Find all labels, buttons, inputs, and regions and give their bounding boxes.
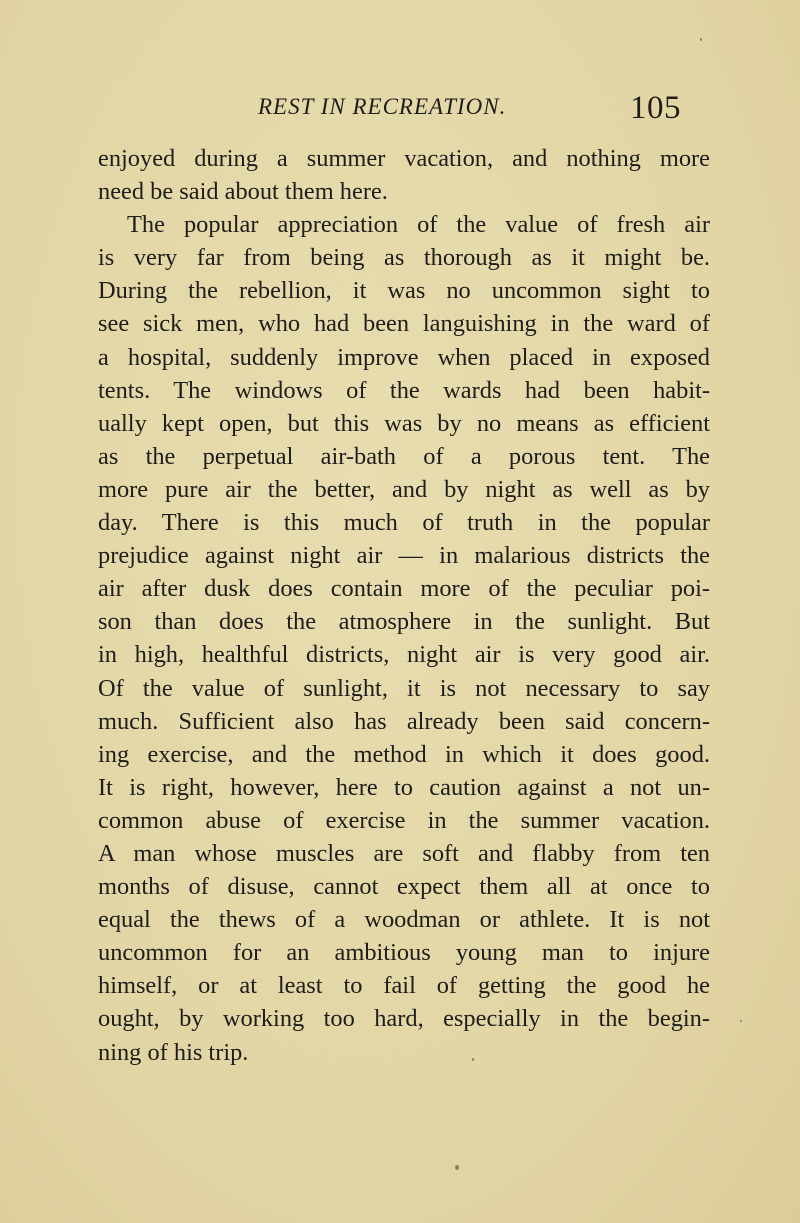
- paper-speck: [455, 1165, 459, 1170]
- text-line: equal the thews of a woodman or athlete. It is not: [98, 906, 710, 934]
- text-line: son than does the atmosphere in the sunlight. But: [98, 608, 710, 636]
- running-title: REST IN RECREATION.: [258, 94, 507, 119]
- page-number: 105: [630, 90, 681, 126]
- text-line: air after dusk does contain more of the peculiar poi-: [98, 575, 710, 603]
- text-line: common abuse of exercise in the summer vacation.: [98, 806, 710, 834]
- paragraph-last-line: ning of his trip.: [98, 1038, 249, 1066]
- text-line: is very far from being as thorough as it might be.: [98, 244, 710, 272]
- text-line: in high, healthful districts, night air is very good air.: [98, 641, 710, 669]
- text-line: Of the value of sunlight, it is not necessary to say: [98, 674, 710, 702]
- text-line: During the rebellion, it was no uncommon sight to: [98, 277, 710, 305]
- text-line: a hospital, suddenly improve when placed in exposed: [98, 343, 710, 371]
- text-line: uncommon for an ambitious young man to injure: [98, 939, 710, 967]
- text-line: enjoyed during a summer vacation, and nothing more: [98, 145, 710, 172]
- paragraph-first-line: The popular appreciation of the value of fresh air: [127, 211, 710, 239]
- text-line: ually kept open, but this was by no means as efficient: [98, 409, 710, 437]
- text-line: day. There is this much of truth in the popular: [98, 509, 710, 537]
- running-head: [0, 88, 800, 128]
- text-line: more pure air the better, and by night as well as by: [98, 475, 710, 503]
- text-line: months of disuse, cannot expect them all at once to: [98, 873, 710, 901]
- text-line: It is right, however, here to caution against a not un-: [98, 773, 710, 801]
- text-line: tents. The windows of the wards had been habit-: [98, 376, 710, 404]
- body-text: [98, 142, 710, 1069]
- text-line: much. Sufficient also has already been said concern-: [98, 707, 710, 735]
- paper-speck: [740, 1020, 742, 1022]
- text-line: as the perpetual air-bath of a porous tent. The: [98, 442, 710, 470]
- text-line: see sick men, who had been languishing in the ward of: [98, 310, 710, 338]
- text-line: A man whose muscles are soft and flabby from ten: [98, 839, 710, 867]
- text-line: ought, by working too hard, especially in the begin-: [98, 1005, 710, 1033]
- paper-speck: [700, 38, 702, 41]
- text-line: himself, or at least to fail of getting the good he: [98, 972, 710, 1000]
- text-line: need be said about them here.: [98, 178, 388, 206]
- text-line: prejudice against night air — in malarious districts the: [98, 542, 710, 570]
- paper-speck: [472, 1058, 474, 1061]
- text-line: ing exercise, and the method in which it does good.: [98, 740, 710, 768]
